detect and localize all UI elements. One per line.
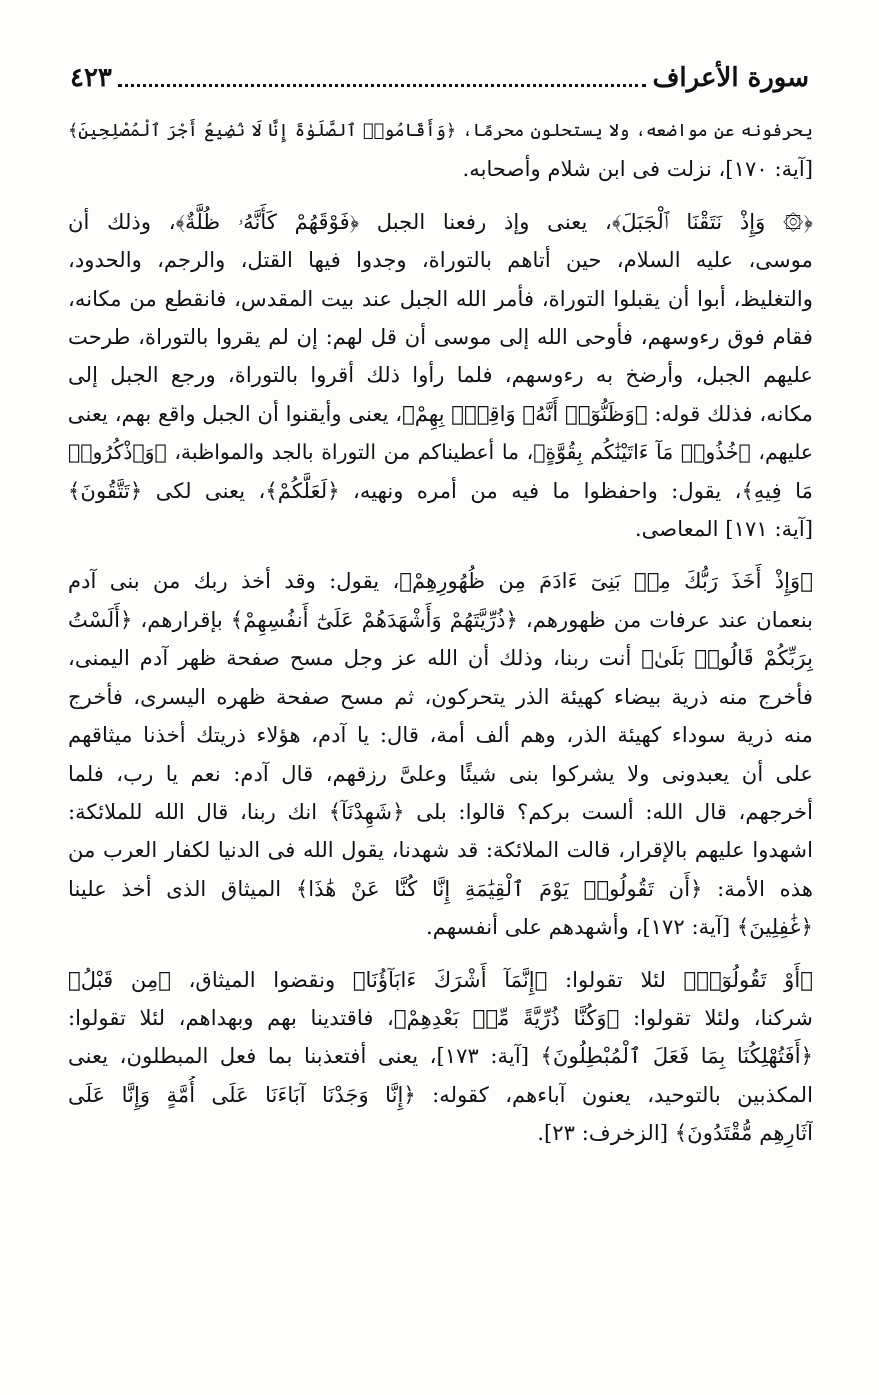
header-dot-leader <box>118 84 647 87</box>
text-line: يحرفونه عن مواضعه، ولا يستحلون محرمًا، ﴿وَأَقَامُوا۟ ٱلصَّلَوٰةَ إِنَّا لَا نُضِيعُ أَجْرَ ٱلْمُصْلِحِينَ﴾ <box>68 121 813 141</box>
text-line: [آية: ١٧٠]، نزلت فى ابن شلام وأصحابه. <box>462 156 813 182</box>
text-line: آثَارِهِم مُّقْتَدُونَ﴾ [الزخرف: ٢٣]. <box>537 1120 813 1146</box>
paragraph <box>68 203 813 549</box>
text-line: فقام فوق رءوسهم، فأوحى الله إلى موسى أن قل لهم: إن لم يقروا بالتوراة، طرحت <box>68 324 813 350</box>
text-line: ﴿وَإِذْ أَخَذَ رَبُّكَ مِنۢ بَنِىٓ ءَادَمَ مِن ظُهُورِهِمْ﴾، يقول: وقد أخذ ربك من بنى آدم <box>68 568 813 594</box>
text-line: المكذبين بالتوحيد، يعنون آباءهم، كقوله: ﴿إِنَّا وَجَدْنَا آبَاءَنَا عَلَى أُمَّةٍ وَإِنَّا عَلَى <box>68 1081 813 1107</box>
text-line: عليهم الجبل، وأرضخ به رءوسهم، فلما رأوا ذلك أقروا بالتوراة، ورجع الجبل إلى <box>68 362 813 388</box>
text-line: بنعمان عند عرفات من ظهورهم، ﴿ذُرِّيَّتَهُمْ وَأَشْهَدَهُمْ عَلَىٰٓ أَنفُسِهِمْ﴾ بإقرارهم، ﴿أَلَسْتُ <box>68 606 813 632</box>
paragraph <box>68 112 813 189</box>
text-line: [آية: ١٧١] المعاصى. <box>634 516 813 542</box>
text-line: ﴿غَٰفِلِينَ﴾ [آية: ١٧٢]، وأشهدهم على أنفسهم. <box>426 914 813 940</box>
text-line: بِرَبِّكُمْ قَالُوا۟ بَلَىٰ﴾ أنت ربنا، وذلك أن الله عز وجل مسح صفحة ظهر آدم اليمنى، <box>68 645 813 671</box>
text-line: مكانه، فذلك قوله: ﴿وَظَنُّوٓا۟ أَنَّهُۥ وَاقِعٌۢ بِهِمْ﴾، يعنى وأيقنوا أن الجبل واقع بهم، يعنى <box>68 400 813 426</box>
text-line: مَا فِيهِ﴾، يقول: واحفظوا ما فيه من أمره ونهيه، ﴿لَعَلَّكُمْ﴾، يعنى لكى ﴿تَتَّقُونَ﴾ <box>68 477 813 503</box>
page-body <box>68 112 813 1153</box>
text-line: فأخرج منه ذرية بيضاء كهيئة الذر يتحركون، ثم مسح صفحة ظهره اليسرى، فأخرج <box>68 683 813 709</box>
text-line: والتغليظ، أبوا أن يقبلوا التوراة، فأمر الله الجبل عند بيت المقدس، فانقطع من مكانه، <box>68 285 813 311</box>
page-header <box>70 58 809 98</box>
text-line: منه ذرية سوداء كهيئة الذر، وهم ألف أمة، قال: يا آدم، هؤلاء ذريتك أخذنا ميثاقهم <box>68 722 813 748</box>
text-line: موسى، عليه السلام، حين أتاهم بالتوراة، وجدوا فيها القتل، والرجم، والحدود، <box>68 247 813 273</box>
text-line: على أن يعبدونى ولا يشركوا بنى شيئًا وعلىَّ رزقهم، قال آدم: نعم يا رب، فلما <box>68 760 813 786</box>
text-line: شركنا، ولئلا تقولوا: ﴿وَكُنَّا ذُرِّيَّةً مِّنۢ بَعْدِهِمْ﴾، فاقتدينا بهم وبهداهم، لئلا تقولوا: <box>68 1004 813 1030</box>
text-line: ﴿۞ وَإِذْ نَتَقْنَا ٱلْجَبَلَ﴾، يعنى وإذ رفعنا الجبل ﴿فَوْقَهُمْ كَأَنَّهُۥ ظُلَّةٌ﴾، وذلك أن <box>68 208 813 234</box>
surah-title: سورة الأعراف <box>652 63 809 93</box>
text-line: ﴿أَوْ تَقُولُوٓا۟﴾ لئلا تقولوا: ﴿إِنَّمَآ أَشْرَكَ ءَابَآؤُنَا﴾ ونقضوا الميثاق، ﴿مِن قَبْلُ﴾ <box>68 966 813 992</box>
text-line: ﴿أَفَتُهْلِكُنَا بِمَا فَعَلَ ٱلْمُبْطِلُونَ﴾ [آية: ١٧٣]، يعنى أفتعذبنا بما فعل المبطلون، يعنى <box>68 1043 813 1069</box>
text-line: هذه الأمة: ﴿أَن تَقُولُوا۟ يَوْمَ ٱلْقِيَٰمَةِ إِنَّا كُنَّا عَنْ هَٰذَا﴾ الميثاق الذى أخذ علينا <box>68 875 813 901</box>
text-line: أخرجهم، قال الله: ألست بركم؟ قالوا: بلى ﴿شَهِدْنَآ﴾ انك ربنا، قال الله للملائكة: <box>68 798 813 824</box>
page-number: ٤٢٣ <box>70 63 112 93</box>
text-line: عليهم، ﴿خُذُوا۟ مَآ ءَاتَيْنَٰكُم بِقُوَّةٍ﴾، ما أعطيناكم من التوراة بالجد والمواظبة، ﴿وَٱذْكُرُوا۟ <box>68 440 813 465</box>
paragraph <box>68 961 813 1153</box>
paragraph <box>68 562 813 946</box>
text-line: اشهدوا عليهم بالإقرار، قالت الملائكة: قد شهدنا، يقول الله فى الدنيا لكفار العرب من <box>68 837 813 863</box>
